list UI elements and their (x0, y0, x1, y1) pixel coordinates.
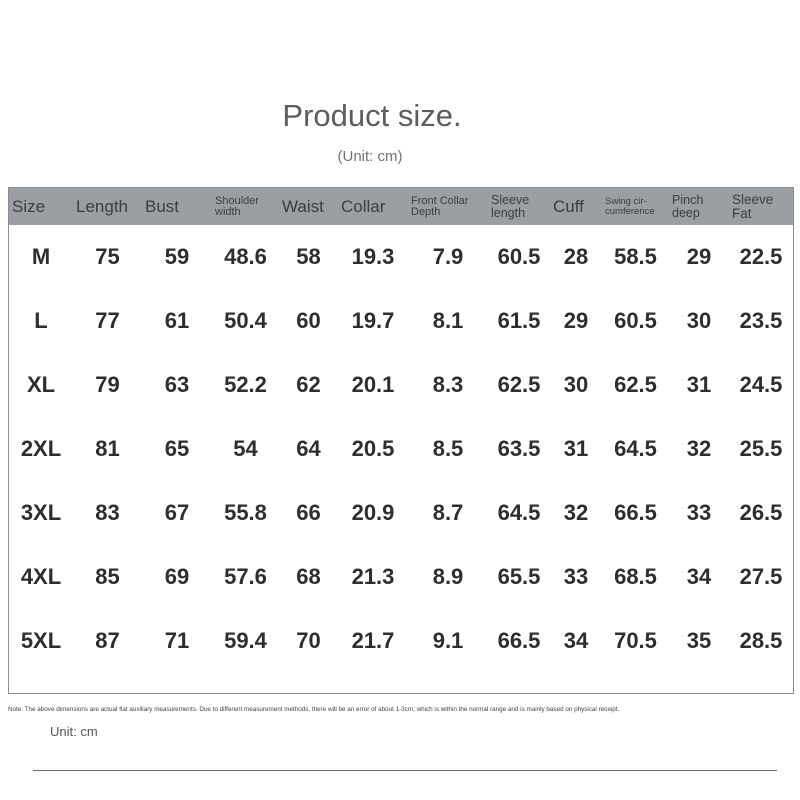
table-cell: 54 (233, 436, 258, 461)
page-title: Product size. (282, 98, 462, 133)
table-cell: 71 (164, 628, 190, 653)
table-cell: 32 (686, 436, 712, 461)
table-cell: 20.9 (351, 500, 395, 525)
table-cell: 21.7 (351, 628, 395, 653)
table-cell: 64.5 (497, 500, 541, 525)
table-cell: 9.1 (432, 628, 464, 653)
header-cuff: Cuff (553, 197, 584, 216)
table-cell: 8.1 (432, 308, 464, 333)
table-cell: 29 (563, 308, 589, 333)
size-cell: 3XL (20, 500, 62, 525)
size-table (9, 188, 793, 673)
header-pinch-deep: Pinch deep (672, 193, 704, 220)
table-cell: 23.5 (739, 308, 783, 333)
table-cell: 61 (164, 308, 190, 333)
table-cell: 62 (296, 372, 321, 397)
size-table-container (8, 187, 794, 694)
table-cell: 31 (563, 436, 589, 461)
table-cell: 35 (686, 628, 712, 653)
unit-label: Unit: cm (50, 724, 98, 739)
table-cell: 70 (296, 628, 321, 653)
header-size: Size (12, 197, 46, 216)
table-cell: 8.3 (432, 372, 464, 397)
table-cell: 8.9 (432, 564, 464, 589)
table-cell: 77 (95, 308, 120, 333)
table-row (9, 545, 793, 609)
size-cell: 5XL (20, 628, 62, 653)
table-cell: 66 (296, 500, 321, 525)
header-swing-circumference: Swing cir-cumference (605, 196, 655, 217)
table-cell: 58 (296, 244, 321, 269)
table-cell: 67 (164, 500, 190, 525)
table-cell: 48.6 (224, 244, 267, 269)
table-row (9, 481, 793, 545)
table-row (9, 289, 793, 353)
header-sleeve-fat: Sleeve Fat (732, 192, 774, 221)
table-cell: 64 (296, 436, 321, 461)
header-sleeve-length: Sleeve length (491, 193, 530, 220)
table-cell: 21.3 (351, 564, 395, 589)
table-cell: 22.5 (739, 244, 783, 269)
table-cell: 79 (95, 372, 120, 397)
table-cell: 30 (686, 308, 712, 333)
table-row (9, 417, 793, 481)
table-cell: 68 (296, 564, 321, 589)
header-collar: Collar (341, 197, 386, 216)
table-cell: 55.8 (224, 500, 267, 525)
table-cell: 63 (164, 372, 190, 397)
header-bust: Bust (145, 197, 180, 216)
table-cell: 65 (164, 436, 190, 461)
table-cell: 33 (563, 564, 589, 589)
table-cell: 64.5 (614, 436, 657, 461)
header-length: Length (76, 197, 128, 216)
table-cell: 19.7 (351, 308, 395, 333)
table-cell: 20.1 (351, 372, 395, 397)
table-cell: 61.5 (497, 308, 541, 333)
table-row (9, 225, 793, 289)
table-cell: 20.5 (351, 436, 395, 461)
table-cell: 29 (686, 244, 712, 269)
table-cell: 81 (95, 436, 120, 461)
table-cell: 59.4 (224, 628, 267, 653)
table-cell: 58.5 (614, 244, 657, 269)
table-cell: 57.6 (224, 564, 267, 589)
table-cell: 52.2 (224, 372, 267, 397)
table-cell: 66.5 (614, 500, 657, 525)
header-waist: Waist (282, 197, 324, 216)
table-cell: 60 (296, 308, 321, 333)
table-cell: 19.3 (351, 244, 395, 269)
header-shoulder-width: Shoulder width (215, 194, 260, 218)
table-cell: 60.5 (497, 244, 541, 269)
table-cell: 27.5 (739, 564, 783, 589)
table-cell: 28.5 (739, 628, 783, 653)
table-cell: 63.5 (497, 436, 541, 461)
table-cell: 62.5 (614, 372, 657, 397)
table-cell: 8.7 (432, 500, 464, 525)
table-cell: 66.5 (497, 628, 541, 653)
table-cell: 31 (686, 372, 712, 397)
unit-subtitle: (Unit: cm) (337, 148, 403, 165)
table-cell: 7.9 (432, 244, 464, 269)
table-cell: 69 (164, 564, 190, 589)
table-cell: 32 (563, 500, 589, 525)
header-front-collar-depth: Front Collar Depth (411, 194, 469, 218)
table-cell: 59 (164, 244, 190, 269)
table-cell: 87 (95, 628, 120, 653)
table-cell: 28 (563, 244, 589, 269)
table-body (9, 225, 793, 673)
table-cell: 24.5 (739, 372, 783, 397)
table-cell: 26.5 (739, 500, 783, 525)
table-cell: 83 (95, 500, 120, 525)
table-row (9, 609, 793, 673)
table-cell: 85 (95, 564, 120, 589)
table-cell: 68.5 (614, 564, 657, 589)
table-row (9, 353, 793, 417)
size-cell: 4XL (20, 564, 62, 589)
divider (33, 770, 777, 771)
table-cell: 60.5 (614, 308, 657, 333)
table-cell: 50.4 (224, 308, 267, 333)
table-header-row (9, 188, 793, 225)
table-cell: 33 (686, 500, 712, 525)
table-cell: 62.5 (497, 372, 541, 397)
table-cell: 34 (563, 628, 589, 653)
table-cell: 25.5 (739, 436, 783, 461)
table-cell: 34 (686, 564, 712, 589)
size-cell: XL (26, 372, 56, 397)
table-cell: 30 (563, 372, 589, 397)
table-cell: 65.5 (497, 564, 541, 589)
measurement-note: Note: The above dimensions are actual flat auxiliary measurements. Due to different measurement methods, there will be an error of about 1-3cm, which is within the normal range and is mainly based on physical receipt. (8, 706, 620, 713)
table-cell: 70.5 (614, 628, 657, 653)
size-cell: 2XL (20, 436, 62, 461)
table-cell: 8.5 (432, 436, 464, 461)
table-cell: 75 (95, 244, 120, 269)
size-cell: M (31, 244, 51, 269)
size-cell: L (34, 308, 48, 333)
